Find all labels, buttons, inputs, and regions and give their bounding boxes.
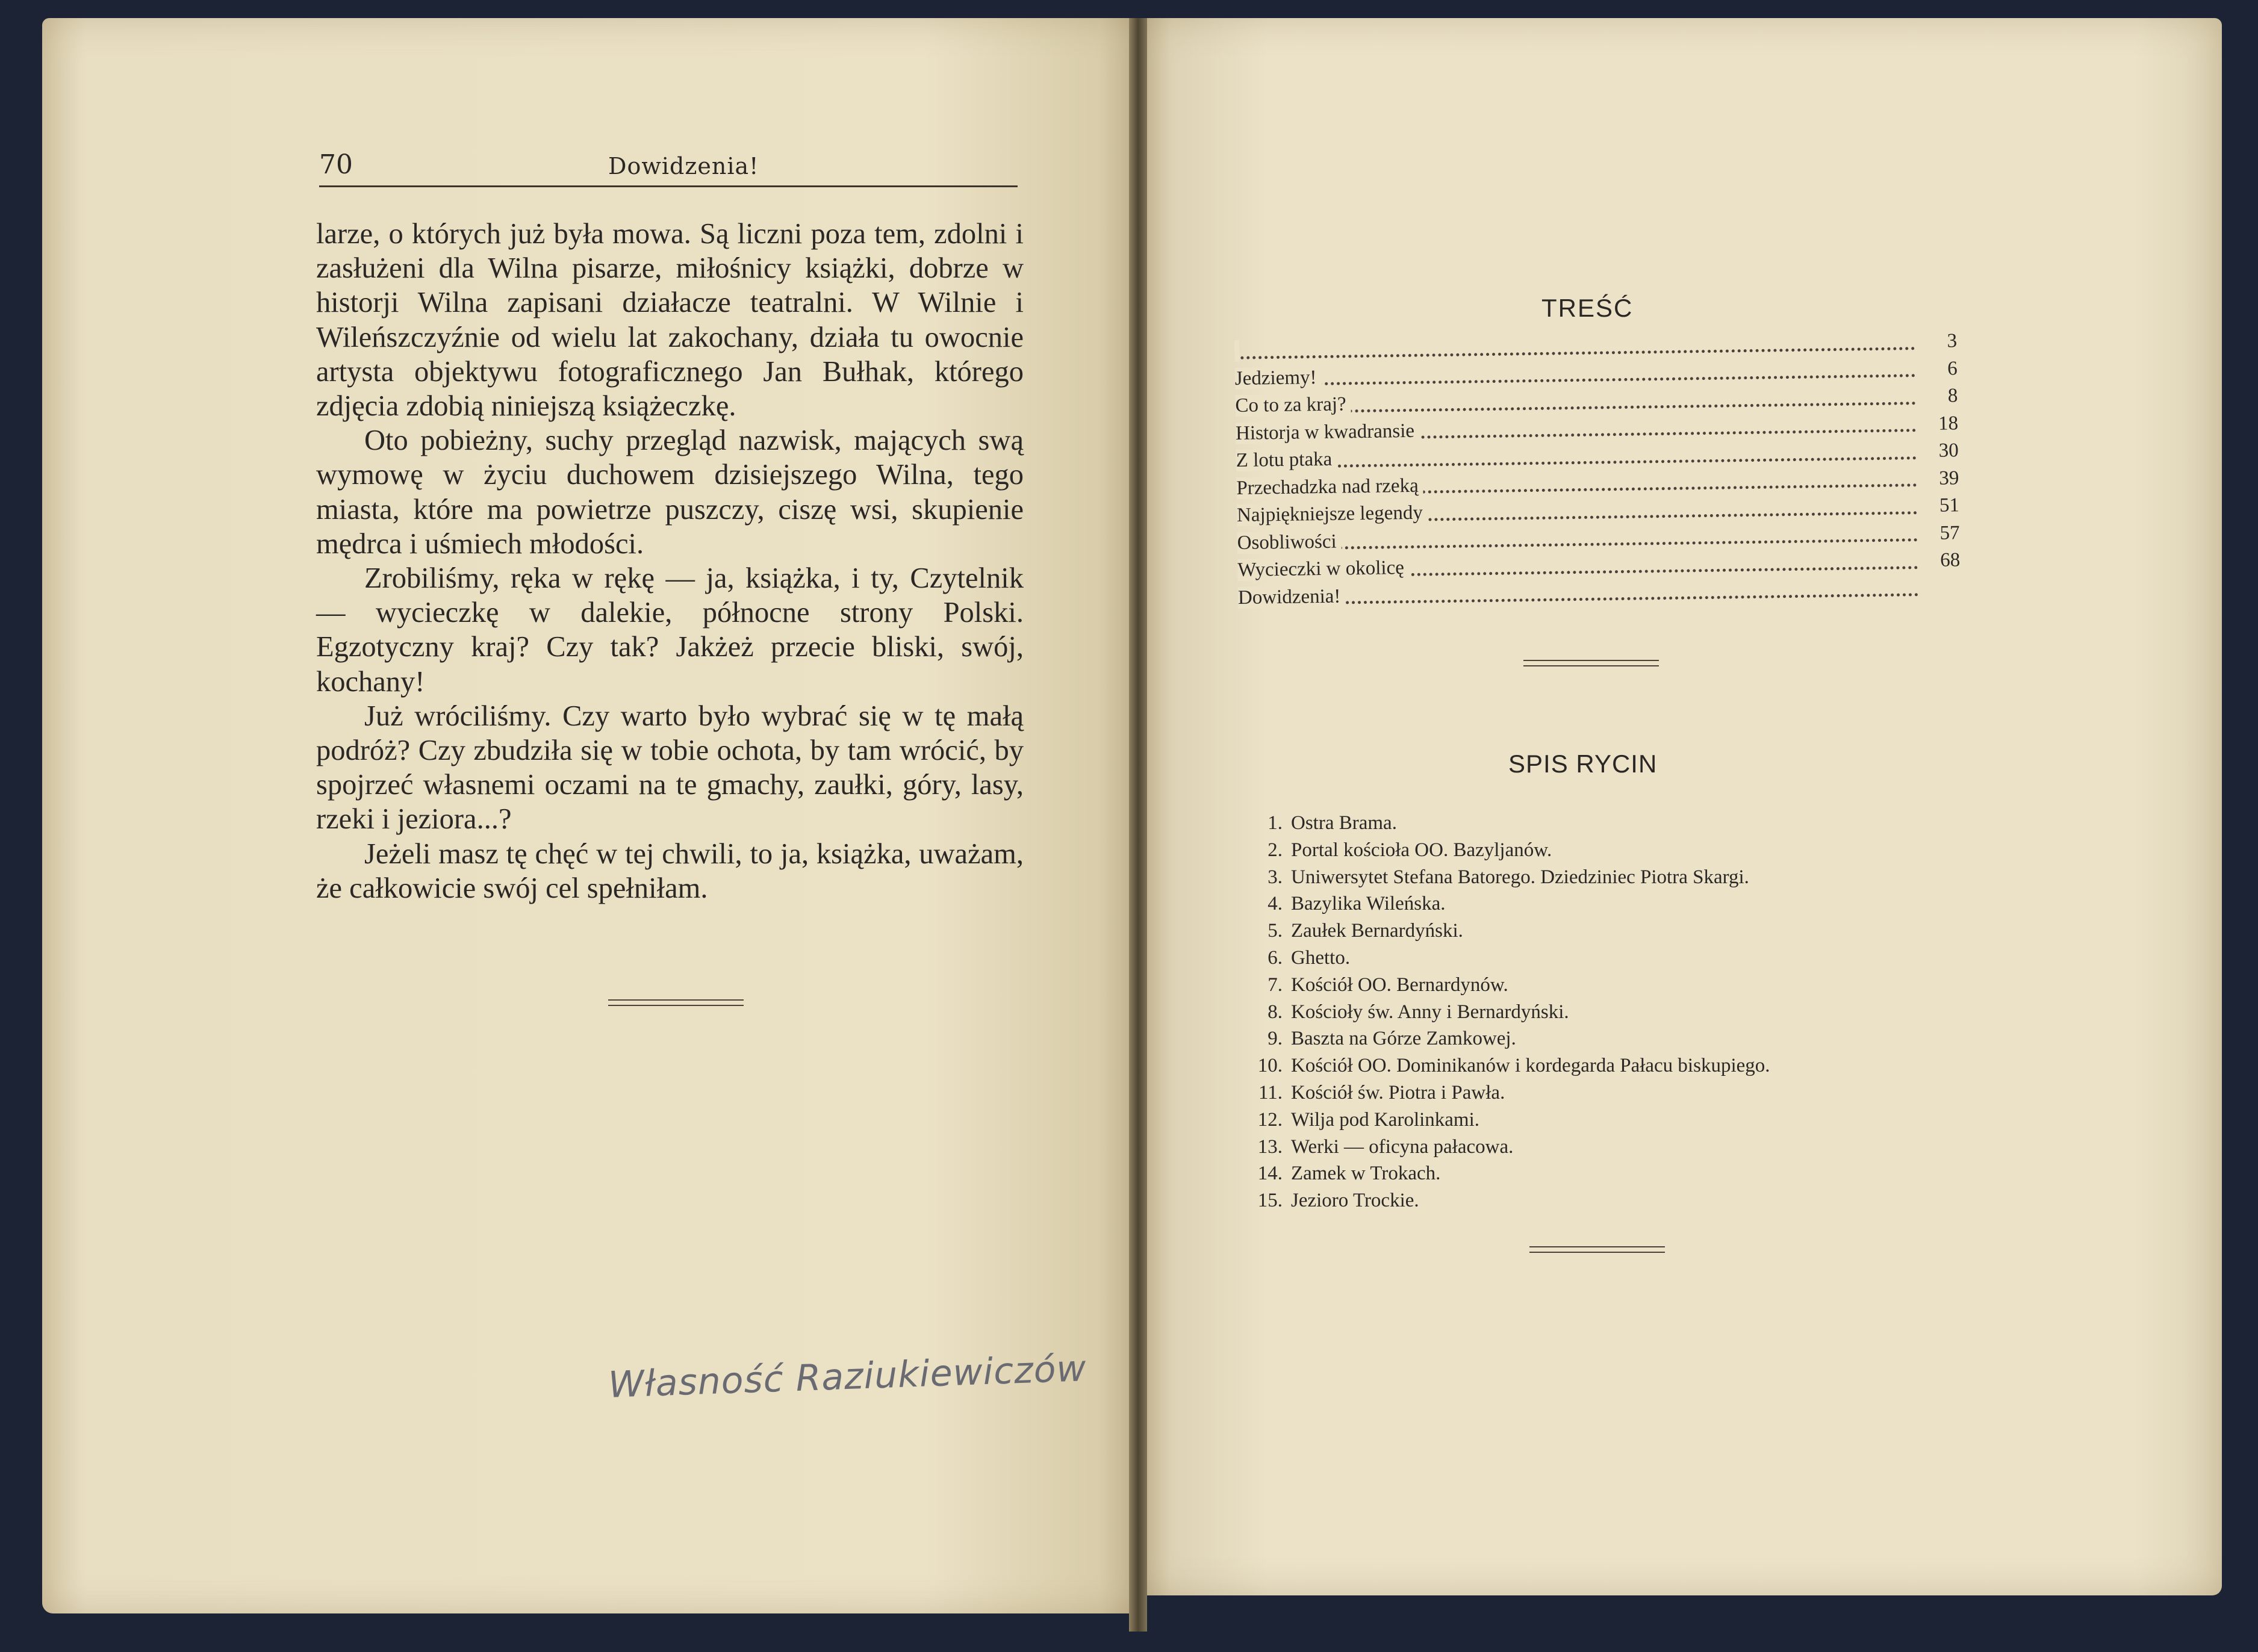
paragraph: Oto pobieżny, suchy przegląd nazwisk, mających swą wymowę w życiu duchowem dzisiejszego Wilna, tego miasta, które ma powietrze puszczy, ciszę wsi, skupienie mędrca i uśmiech młodości. (316, 424, 1024, 560)
illustration-title: Bazylika Wileńska. (1291, 893, 1446, 915)
right-page (1138, 18, 2222, 1595)
illustration-title: Zamek w Trokach. (1291, 1163, 1441, 1185)
toc-entry-page: 3 (1947, 330, 1958, 352)
toc-entry-label: Najpiękniejsze legendy (1237, 502, 1428, 526)
illustration-number: 13. (1257, 1135, 1283, 1158)
book-gutter (1129, 18, 1147, 1632)
illustration-number: 3. (1267, 866, 1283, 888)
illustration-item (1237, 864, 1990, 891)
illustration-item (1237, 999, 1990, 1026)
illustration-item (1237, 972, 1990, 999)
illustration-number: 10. (1257, 1055, 1283, 1077)
illustration-number: 11. (1258, 1081, 1283, 1104)
toc-entry-page: 57 (1939, 521, 1960, 544)
illustration-title: Kościół św. Piotra i Pawła. (1291, 1081, 1505, 1104)
illustration-title: Kościół OO. Dominikanów i kordegarda Pałacu biskupiego. (1291, 1055, 1770, 1077)
illustrations-title: SPIS RYCIN (1508, 750, 1658, 778)
illustration-number: 14. (1257, 1163, 1283, 1185)
illustration-item (1237, 1052, 1990, 1079)
toc-entry-page: 68 (1939, 549, 1961, 571)
illustration-number: 4. (1267, 893, 1283, 915)
section-divider-rule (1523, 660, 1659, 666)
toc-entry-page: 30 (1938, 439, 1959, 462)
toc-entry-page: 51 (1939, 494, 1960, 517)
illustration-item (1237, 890, 1990, 918)
running-title: Dowidzenia! (608, 153, 759, 179)
toc-entry-label: Wycieczki w okolicę (1237, 557, 1409, 581)
illustration-title: Baszta na Górze Zamkowej. (1291, 1028, 1516, 1050)
table-of-contents (1234, 330, 1961, 614)
illustration-number: 9. (1267, 1028, 1283, 1050)
illustration-number: 5. (1267, 920, 1283, 942)
toc-entry-label: Historja w kwadransie (1236, 420, 1419, 444)
illustration-title: Zaułek Bernardyński. (1291, 920, 1463, 942)
illustration-number: 12. (1257, 1108, 1283, 1131)
toc-leader-dots (1234, 347, 1915, 359)
illustration-title: Ostra Brama. (1291, 812, 1397, 834)
illustration-title: Werki — oficyna pałacowa. (1291, 1135, 1514, 1158)
illustration-item (1237, 1160, 1990, 1187)
toc-entry-label: Z lotu ptaka (1236, 449, 1337, 471)
paragraph: Już wróciliśmy. Czy warto było wybrać się w tę małą podróż? Czy zbudziła się w tobie ochota, by tam wrócić, by spojrzeć własnemi oczami na te gmachy, zaułki, góry, lasy, rzeki i jeziora...? (316, 700, 1024, 836)
illustration-title: Jezioro Trockie. (1291, 1190, 1419, 1212)
illustration-number: 7. (1267, 974, 1283, 996)
illustration-item (1237, 918, 1990, 945)
paragraph: Jeżeli masz tę chęć w tej chwili, to ja, książka, uważam, że całkowicie swój cel spełniłam. (316, 837, 1024, 904)
toc-entry-label: Dowidzenia! (1238, 585, 1346, 608)
toc-entry-label: Co to za kraj? (1235, 393, 1351, 417)
illustration-number: 15. (1257, 1190, 1283, 1212)
toc-title: TREŚĆ (1541, 294, 1634, 322)
end-ornament-rule (608, 999, 744, 1006)
body-text (316, 217, 1024, 905)
illustration-title: Portal kościoła OO. Bazyljanów. (1291, 839, 1552, 861)
end-divider-rule (1529, 1246, 1665, 1253)
illustration-title: Kościoły św. Anny i Bernardyński. (1291, 1001, 1569, 1023)
illustration-item (1237, 1187, 1990, 1214)
illustration-title: Kościół OO. Bernardynów. (1291, 974, 1508, 996)
illustration-number: 8. (1267, 1001, 1283, 1023)
illustration-number: 6. (1267, 946, 1283, 969)
illustration-number: 2. (1267, 839, 1283, 861)
toc-leader-dots (1235, 374, 1915, 387)
illustration-item (1237, 1025, 1990, 1052)
illustration-title: Ghetto. (1291, 946, 1351, 969)
paragraph: Zrobiliśmy, ręka w rękę — ja, książka, i ty, Czytelnik — wycieczkę w dalekie, północne strony Polski. Egzotyczny kraj? Czy tak? Jakżeż przecie bliski, swój, kochany! (316, 562, 1024, 698)
illustration-number: 1. (1267, 812, 1283, 834)
illustrations-list (1237, 810, 1990, 1214)
illustration-item (1237, 1134, 1990, 1161)
toc-entry-page: 8 (1947, 385, 1958, 407)
toc-entry-label (1234, 340, 1240, 362)
ownership-signature: Własność Raziukiewiczów (608, 1347, 1087, 1406)
illustration-item (1237, 837, 1990, 864)
illustration-title: Uniwersytet Stefana Batorego. Dziedziniec Piotra Skargi. (1291, 866, 1749, 888)
illustration-title: Wilja pod Karolinkami. (1291, 1108, 1480, 1131)
toc-entry-page: 6 (1947, 357, 1958, 379)
toc-entry-page: 18 (1938, 412, 1959, 435)
page-header (319, 149, 1018, 187)
illustration-item (1237, 945, 1990, 972)
toc-entry-label: Jedziemy! (1235, 366, 1322, 389)
toc-entry-label: Osobliwości (1237, 530, 1341, 553)
illustration-item (1237, 1079, 1990, 1107)
illustration-item (1237, 1107, 1990, 1134)
toc-entry-page: 39 (1939, 467, 1959, 489)
page-number: 70 (319, 149, 353, 180)
illustration-item (1237, 810, 1990, 837)
toc-leader-dots (1236, 456, 1917, 469)
paragraph: larze, o których już była mowa. Są liczni poza tem, zdolni i zasłużeni dla Wilna pisarze, miłośnicy książki, dobrze w historji Wilna zapisani działacze teatralni. W Wilnie i Wileńszczyźnie od wielu lat zakochany, działa tu owocnie artysta objektywu fotograficznego Jan Bułhak, którego zdjęcia zdobią niniejszą książeczkę. (316, 218, 1024, 423)
toc-entry-label: Przechadzka nad rzeką (1236, 474, 1423, 498)
